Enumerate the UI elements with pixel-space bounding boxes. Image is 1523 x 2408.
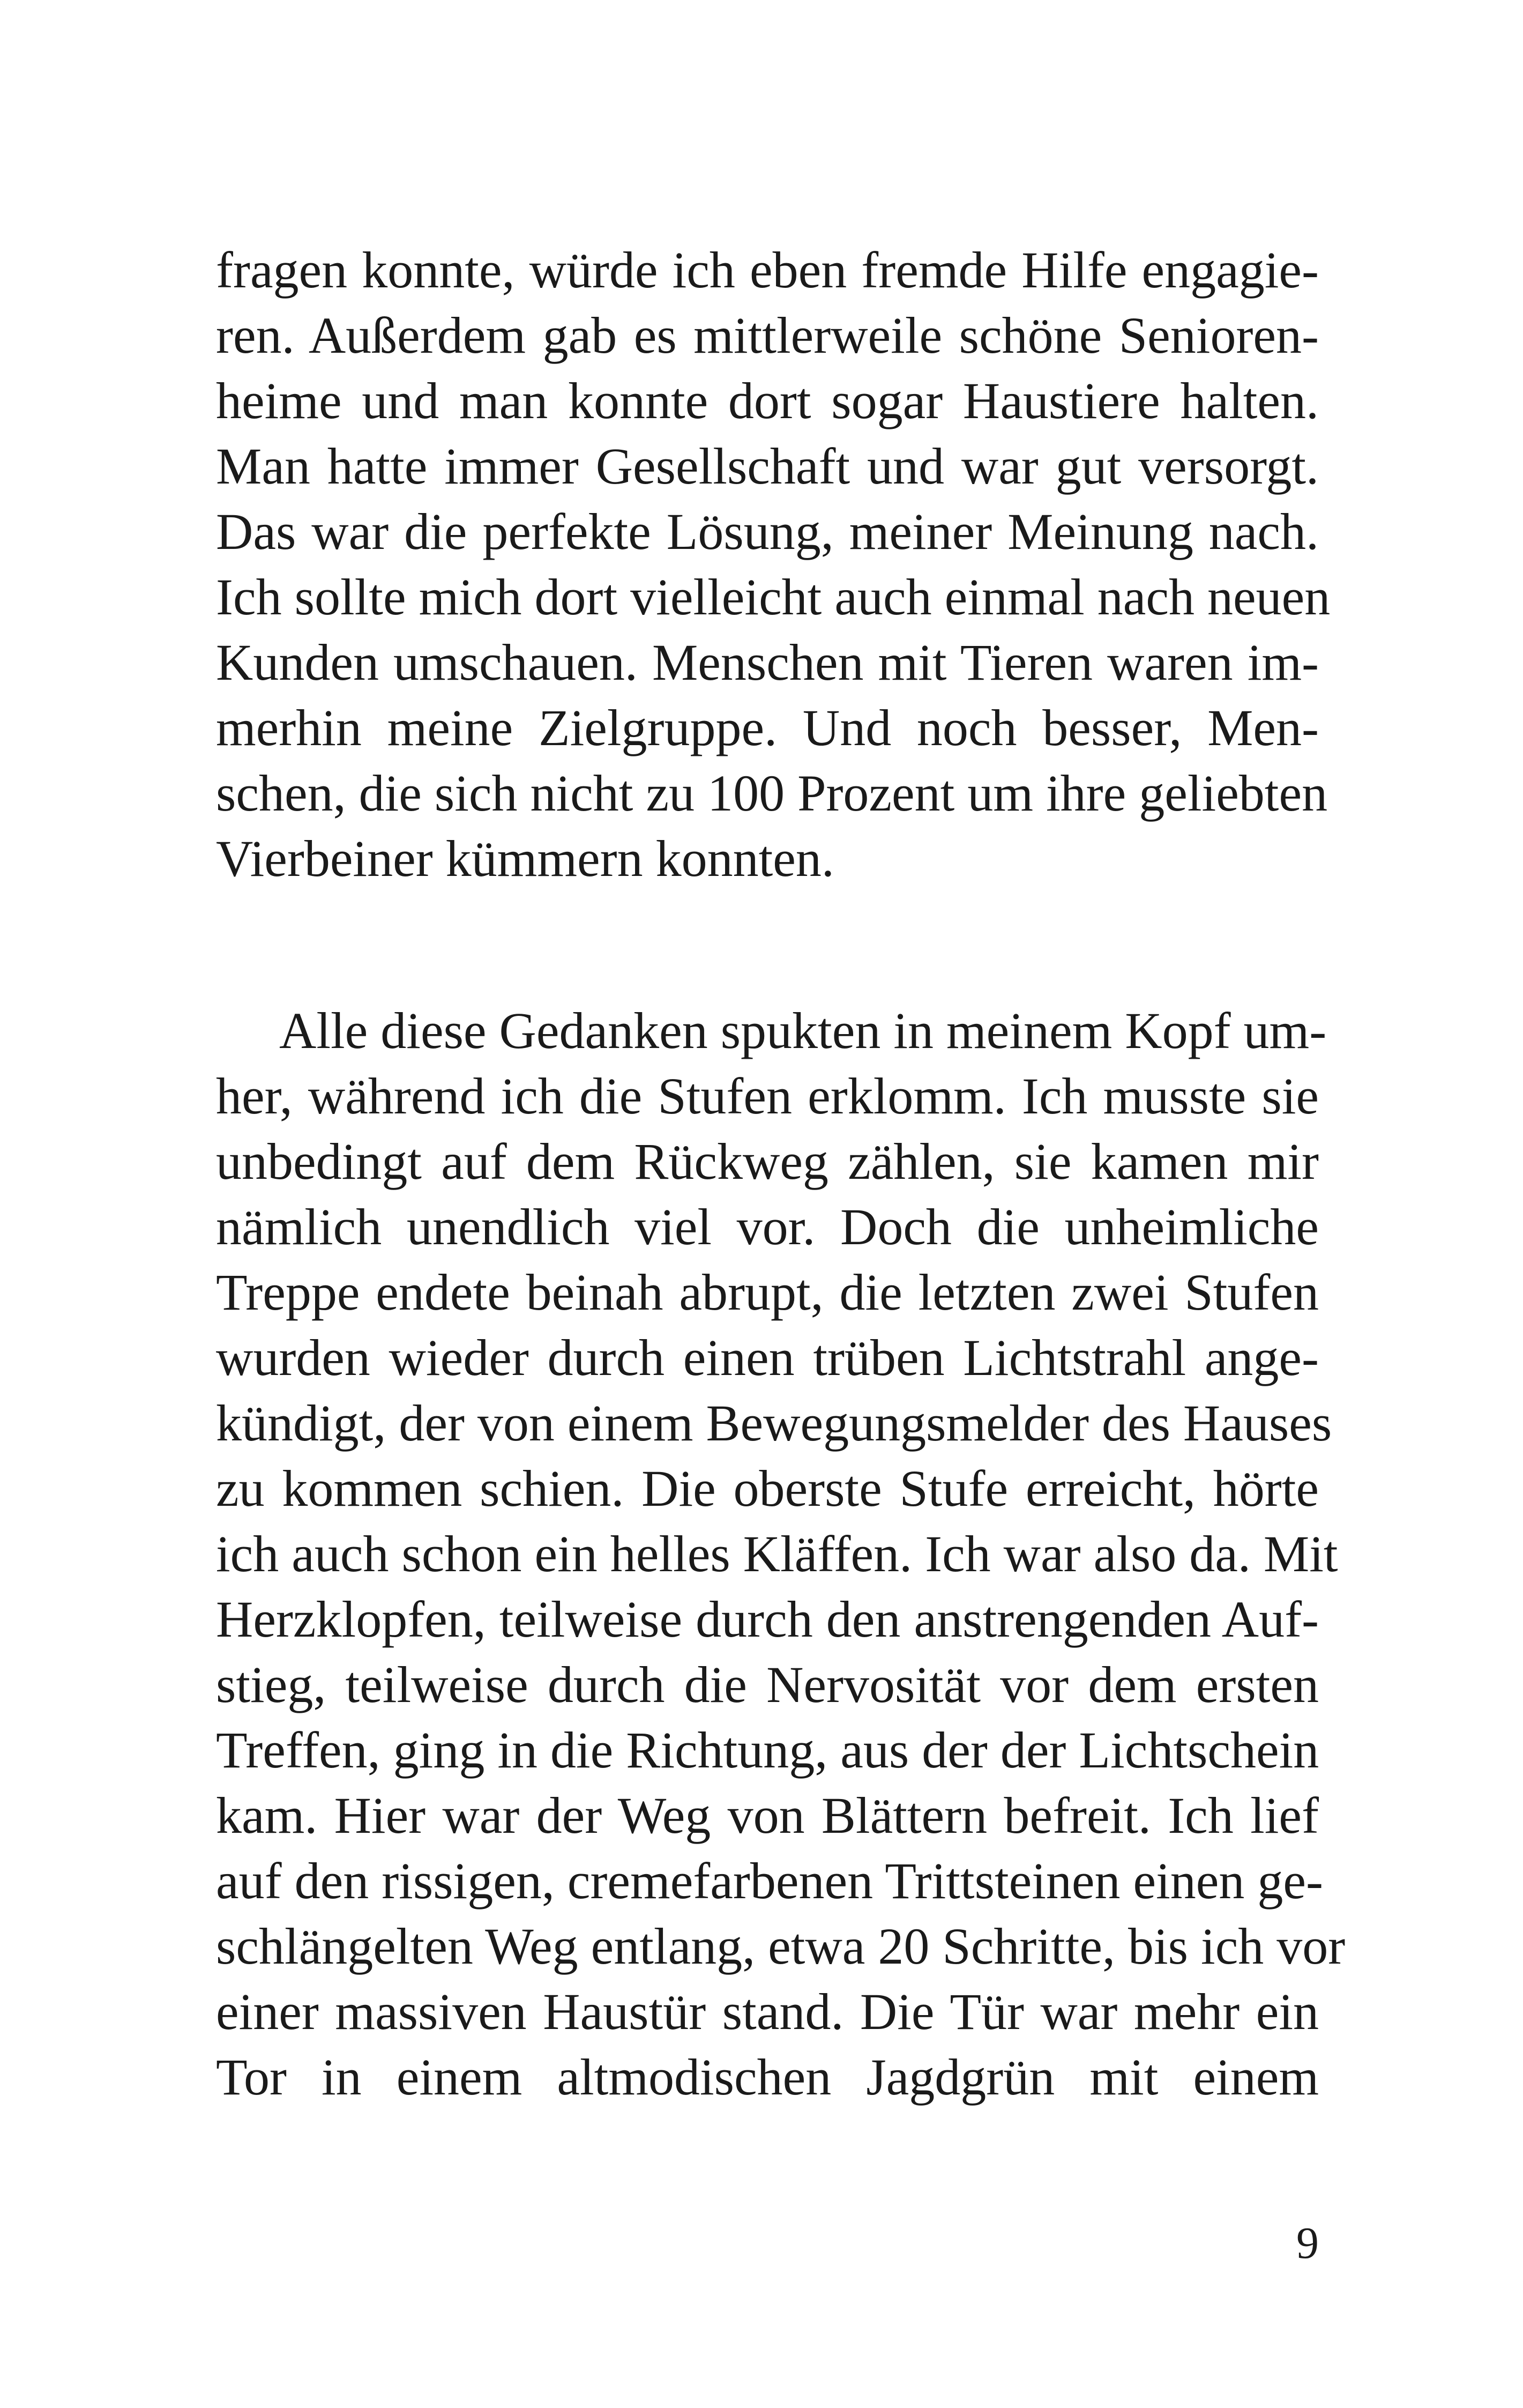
text-line: wurden wieder durch einen trüben Lichtstrahl ange-: [216, 1329, 1319, 1386]
text-line: fragen konnte, würde ich eben fremde Hilfe engagie-: [216, 241, 1319, 299]
text-line: Vierbeiner kümmern konnten.: [216, 830, 834, 887]
text-line: stieg, teilweise durch die Nervosität vor dem ersten: [216, 1656, 1319, 1713]
text-line: Treppe endete beinah abrupt, die letzten zwei Stufen: [216, 1264, 1319, 1321]
text-line: kündigt, der von einem Bewegungsmelder des Hauses: [216, 1394, 1332, 1452]
text-line: Kunden umschauen. Menschen mit Tieren waren im-: [216, 634, 1319, 691]
text-line: auf den rissigen, cremefarbenen Trittsteinen einen ge-: [216, 1852, 1323, 1909]
text-line: unbedingt auf dem Rückweg zählen, sie kamen mir: [216, 1133, 1319, 1190]
text-line: kam. Hier war der Weg von Blättern befreit. Ich lief: [216, 1787, 1319, 1844]
paragraph-2: [216, 998, 1346, 2110]
text-line: ren. Außerdem gab es mittlerweile schöne Senioren-: [216, 307, 1319, 364]
text-line: nämlich unendlich viel vor. Doch die unheimliche: [216, 1198, 1319, 1255]
text-line: schlängelten Weg entlang, etwa 20 Schritte, bis ich vor: [216, 1918, 1346, 1975]
text-line: schen, die sich nicht zu 100 Prozent um ihre geliebten: [216, 764, 1328, 822]
text-line: zu kommen schien. Die oberste Stufe erreicht, hörte: [216, 1460, 1319, 1517]
text-line: Treffen, ging in die Richtung, aus der der Lichtschein: [216, 1721, 1319, 1779]
text-line: Herzklopfen, teilweise durch den anstrengenden Auf-: [216, 1591, 1319, 1648]
text-line: heime und man konnte dort sogar Haustiere halten.: [216, 372, 1319, 429]
text-line: Alle diese Gedanken spukten in meinem Kopf um-: [279, 1002, 1327, 1059]
text-line: ich auch schon ein helles Kläffen. Ich war also da. Mit: [216, 1525, 1338, 1582]
text-line: Tor in einem altmodischen Jagdgrün mit einem: [216, 2048, 1319, 2106]
page-number: 9: [1296, 2218, 1319, 2268]
text-line: merhin meine Zielgruppe. Und noch besser, Men-: [216, 699, 1319, 756]
text-line: Man hatte immer Gesellschaft und war gut versorgt.: [216, 437, 1319, 495]
paragraph-1: [216, 237, 1331, 891]
text-line: her, während ich die Stufen erklomm. Ich musste sie: [216, 1067, 1319, 1125]
text-line: Ich sollte mich dort vielleicht auch einmal nach neuen: [216, 568, 1331, 626]
text-line: Das war die perfekte Lösung, meiner Meinung nach.: [216, 503, 1319, 560]
text-line: einer massiven Haustür stand. Die Tür war mehr ein: [216, 1983, 1319, 2040]
